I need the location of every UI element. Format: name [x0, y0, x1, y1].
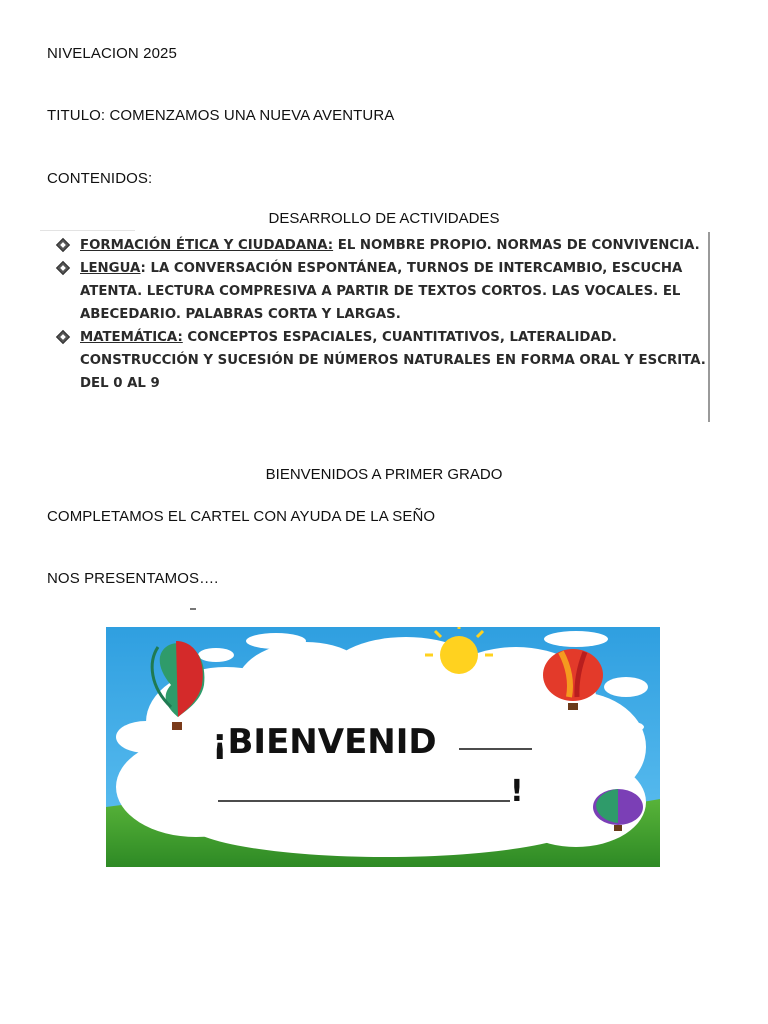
subject-content: CONCEPTOS ESPACIALES, CUANTITATIVOS, LATERALIDAD. CONSTRUCCIÓN Y SUCESIÓN DE NÚMEROS NATURALES EN FORMA ORAL Y ESCRITA. DEL 0 AL 9	[80, 330, 706, 391]
welcome-banner	[106, 627, 660, 867]
year-line: NIVELACION 2025	[47, 45, 177, 62]
subject-content: EL NOMBRE PROPIO. NORMAS DE CONVIVENCIA.	[333, 238, 700, 253]
banner-exclamation: !	[510, 774, 524, 809]
banner-greeting: ¡BIENVENID	[212, 722, 437, 762]
bullet-diamond-icon	[56, 238, 70, 252]
divider	[708, 232, 710, 422]
subject-label: LENGUA	[80, 261, 141, 276]
list-item	[40, 234, 708, 257]
activities-heading: DESARROLLO DE ACTIVIDADES	[268, 210, 500, 227]
contents-label: CONTENIDOS:	[47, 170, 153, 187]
title-line: TITULO: COMENZAMOS UNA NUEVA AVENTURA	[47, 107, 395, 124]
list-item	[40, 257, 708, 326]
subject-label: MATEMÁTICA:	[80, 330, 183, 345]
contents-list-box	[40, 234, 708, 424]
divider	[40, 230, 135, 231]
subject-content: : LA CONVERSACIÓN ESPONTÁNEA, TURNOS DE INTERCAMBIO, ESCUCHA ATENTA. LECTURA COMPRESIVA A PARTIR DE TEXTOS CORTOS. LAS VOCALES. EL ABECEDARIO. PALABRAS CORTA Y LARGAS.	[80, 261, 683, 322]
welcome-heading: BIENVENIDOS A PRIMER GRADO	[265, 466, 503, 483]
bullet-diamond-icon	[56, 261, 70, 275]
presentation-line: NOS PRESENTAMOS….	[47, 570, 219, 587]
bullet-diamond-icon	[56, 330, 70, 344]
subject-label: FORMACIÓN ÉTICA Y CIUDADANA:	[80, 238, 334, 253]
stray-mark	[190, 608, 196, 610]
contents-list	[40, 234, 708, 395]
instruction-line: COMPLETAMOS EL CARTEL CON AYUDA DE LA SEÑO	[47, 508, 436, 525]
list-item	[40, 326, 708, 395]
